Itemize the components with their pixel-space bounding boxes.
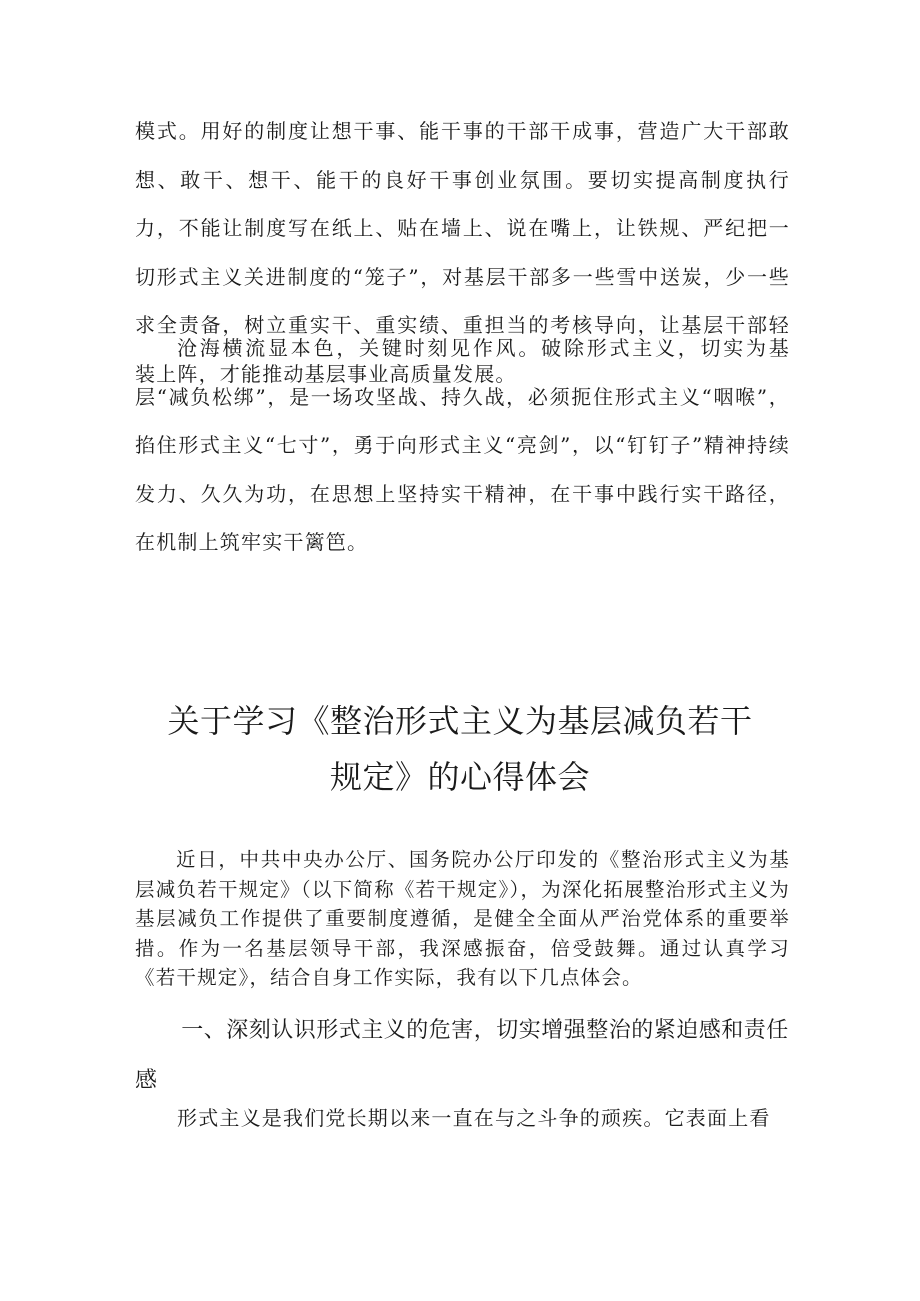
paragraph-continued: 模式。用好的制度让想干事、能干事的干部干成事，营造广大干部敢想、敢干、想干、能干的良好干事创业氛围。要切实提高制度执行力，不能让制度写在纸上、贴在墙上、说在嘴上，让铁规、严纪把一切形式主义关进制度的“笼子”，对基层干部多一些雪中送炭，少一些求全责备，树立重实干、重实绩、重担当的考核导向，让基层干部轻装上阵，才能推动基层事业高质量发展。 bbox=[135, 119, 790, 386]
intro-paragraph: 近日，中共中央办公厅、国务院办公厅印发的《整治形式主义为基层减负若干规定》（以下简称《若干规定》），为深化拓展整治形式主义为基层减负工作提供了重要制度遵循，是健全全面从严治党体系的重要举措。作为一名基层领导干部，我深感振奋，倍受鼓舞。通过认真学习《若干规定》，结合自身工作实际，我有以下几点体会。 bbox=[135, 848, 790, 989]
title-line-1: 关于学习《整治形式主义为基层减负若干 bbox=[167, 702, 753, 740]
section-heading: 一、深刻认识形式主义的危害，切实增强整治的紧迫感和责任感 bbox=[135, 1018, 789, 1093]
article-title bbox=[120, 693, 800, 805]
paragraph-closing: 沧海横流显本色，关键时刻见作风。破除形式主义，切实为基层“减负松绑”，是一场攻坚战、持久战，必须扼住形式主义“咽喉”，掐住形式主义“七寸”，勇于向形式主义“亮剑”，以“钉钉子”精神持续发力、久久为功，在思想上坚持实干精神，在干事中践行实干路径，在机制上筑牢实干篱笆。 bbox=[135, 336, 790, 554]
title-line-2: 规定》的心得体会 bbox=[329, 758, 590, 796]
section-body-paragraph: 形式主义是我们党长期以来一直在与之斗争的顽疾。它表面上看 bbox=[177, 1106, 771, 1130]
